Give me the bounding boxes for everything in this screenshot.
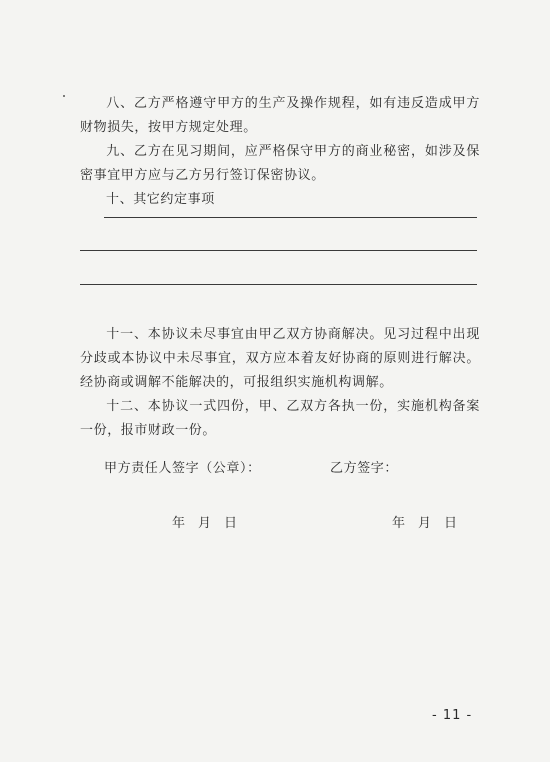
party-b-date-month: 月	[418, 516, 432, 531]
page-number: - 11 -	[432, 708, 473, 723]
clause-eight-text: 八、乙方严格遵守甲方的生产及操作规程，如有违反造成甲方财物损失，按甲方规定处理。	[80, 96, 480, 135]
clause-twelve-text: 十二、本协议一式四份，甲、乙双方各执一份，实施机构备案一份，报市财政一份。	[80, 399, 480, 438]
scan-speck	[63, 95, 65, 97]
blank-line-2	[80, 250, 477, 251]
party-a-date-day: 日	[224, 516, 238, 531]
blank-line-1	[104, 217, 477, 218]
clause-eight	[80, 92, 480, 140]
blank-line-3	[80, 284, 477, 285]
clause-twelve	[80, 395, 480, 443]
party-a-date-month: 月	[198, 516, 212, 531]
party-a-date-year: 年	[172, 516, 186, 531]
clause-nine	[80, 140, 480, 188]
party-b-signature-label: 乙方签字：	[330, 461, 399, 476]
clause-eleven-text: 十一、本协议未尽事宜由甲乙双方协商解决。见习过程中出现分歧或本协议中未尽事宜，双方应本着友好协商的原则进行解决。经协商或调解不能解决的，可报组织实施机构调解。	[80, 327, 480, 390]
clause-nine-text: 九、乙方在见习期间，应严格保守甲方的商业秘密，如涉及保密事宜甲方应与乙方另行签订保密协议。	[80, 144, 480, 183]
clause-ten-text: 十、其它约定事项	[106, 192, 215, 207]
party-a-date	[172, 515, 237, 533]
party-b-date-year: 年	[392, 516, 406, 531]
party-b-date-day: 日	[444, 516, 458, 531]
party-a-signature-label: 甲方责任人签字（公章）：	[104, 461, 261, 476]
clause-eleven	[80, 323, 480, 395]
party-b-date	[392, 515, 457, 533]
clause-ten	[80, 188, 480, 212]
